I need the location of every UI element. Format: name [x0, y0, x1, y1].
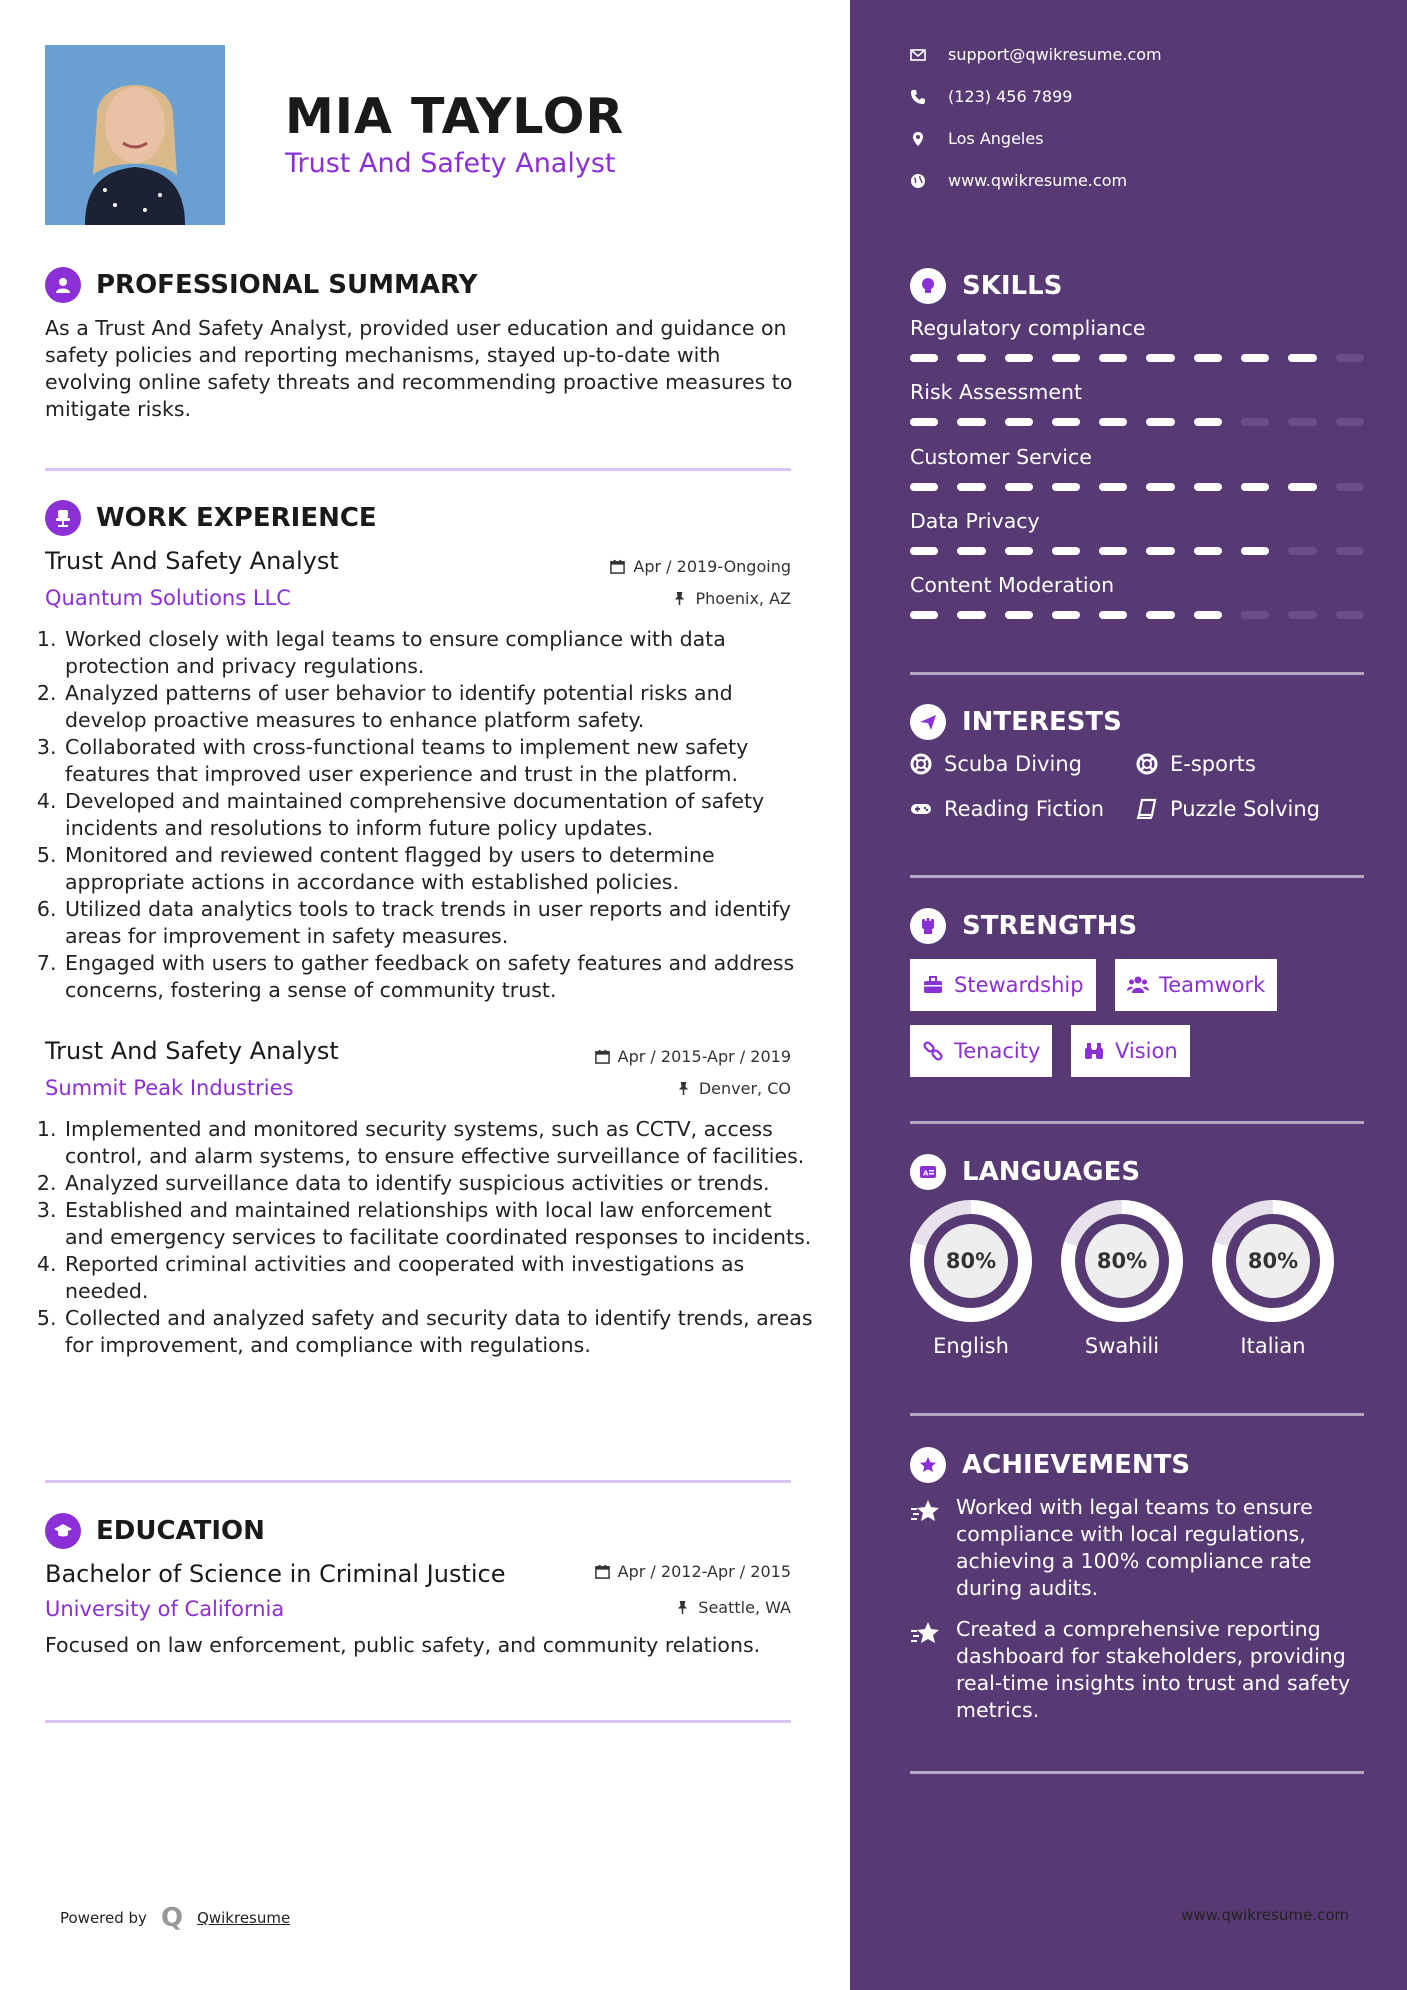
footer-website-link[interactable]: www.qwikresume.com	[1181, 1906, 1349, 1924]
gamepad-icon	[910, 798, 932, 820]
language-icon	[910, 1154, 946, 1190]
language-ring	[1212, 1200, 1334, 1322]
divider	[910, 672, 1364, 675]
experience-heading	[45, 500, 377, 536]
job-dates	[610, 557, 791, 576]
education-heading-label: EDUCATION	[96, 1516, 265, 1546]
skill-segment	[1099, 483, 1127, 491]
duty-item: 3. Collaborated with cross-functional teams to implement new safety features that improved user experience and trust in the platform.	[63, 734, 815, 788]
skill-segment	[1241, 483, 1269, 491]
education-location	[675, 1598, 791, 1617]
graduation-cap-icon	[45, 1513, 81, 1549]
skill-segment	[1052, 611, 1080, 619]
svg-text:A: A	[923, 1169, 929, 1178]
education-location-label: Seattle, WA	[698, 1598, 791, 1617]
skill-segment	[1241, 354, 1269, 362]
duty-item: 3. Established and maintained relationships with local law enforcement and emergency services to facilitate coordinated responses to incidents.	[63, 1197, 815, 1251]
calendar-icon	[595, 1564, 610, 1579]
strength-label: Stewardship	[954, 973, 1084, 997]
contact-website-label: www.qwikresume.com	[948, 171, 1128, 190]
job-title: Trust And Safety Analyst	[45, 547, 339, 575]
duties-list	[45, 1116, 815, 1359]
skill-segment	[1194, 611, 1222, 619]
skill-segment	[910, 547, 938, 555]
skill-segment	[1099, 547, 1127, 555]
achievement-text: Worked with legal teams to ensure compliance with local regulations, achieving a 100% compliance rate during audits.	[956, 1495, 1313, 1600]
skill-segment	[1052, 483, 1080, 491]
life-ring-icon	[1136, 753, 1158, 775]
skill-name: Content Moderation	[910, 573, 1115, 597]
strength-chip	[1071, 1025, 1190, 1077]
skill-segment	[1099, 418, 1127, 426]
skill-segment	[1005, 547, 1033, 555]
experience-heading-label: WORK EXPERIENCE	[96, 503, 377, 533]
company-name: Quantum Solutions LLC	[45, 586, 291, 610]
skill-segment	[1052, 547, 1080, 555]
skill-segment	[1336, 354, 1364, 362]
strengths-heading-label: STRENGTHS	[962, 911, 1138, 941]
star-icon	[910, 1618, 942, 1650]
skill-segment	[1146, 354, 1174, 362]
skill-segment	[957, 611, 985, 619]
skill-segment	[1005, 611, 1033, 619]
language-item	[1212, 1200, 1334, 1358]
calendar-icon	[595, 1049, 610, 1064]
contact-phone-label: (123) 456 7899	[948, 87, 1073, 106]
interest-item	[910, 752, 1082, 776]
strength-chip	[910, 959, 1096, 1011]
interests-heading-label: INTERESTS	[962, 707, 1122, 737]
skill-bar	[910, 611, 1364, 619]
qwikresume-logo-icon: Q	[160, 1903, 184, 1933]
divider	[45, 1720, 791, 1723]
fist-icon	[910, 908, 946, 944]
skill-segment	[1052, 418, 1080, 426]
interest-item	[1136, 797, 1320, 821]
profile-photo	[45, 45, 225, 225]
job-location	[676, 1079, 791, 1098]
divider	[910, 875, 1364, 878]
language-item	[1061, 1200, 1183, 1358]
job-title: Trust And Safety Analyst	[45, 1037, 339, 1065]
language-percent: 80%	[1085, 1224, 1159, 1298]
strength-chip	[910, 1025, 1052, 1077]
language-ring	[1061, 1200, 1183, 1322]
skill-segment	[957, 418, 985, 426]
sidebar	[850, 0, 1407, 1990]
skill-segment	[1288, 418, 1316, 426]
languages-heading-label: LANGUAGES	[962, 1157, 1141, 1187]
skill-segment	[1336, 611, 1364, 619]
achievements-heading-label: ACHIEVEMENTS	[962, 1450, 1191, 1480]
skill-segment	[910, 354, 938, 362]
interest-label: Scuba Diving	[944, 752, 1082, 776]
skill-segment	[1241, 547, 1269, 555]
skill-segment	[957, 354, 985, 362]
duty-item: 6. Utilized data analytics tools to track trends in user reports and identify areas for improvement in safety measures.	[63, 896, 815, 950]
summary-text: As a Trust And Safety Analyst, provided user education and guidance on safety policies and reporting mechanisms, stayed up-to-date with evolving online safety threats and recommending proactive measures to mitigate risks.	[45, 316, 793, 421]
skills-heading	[910, 268, 1062, 304]
duty-item: 5. Collected and analyzed safety and security data to identify trends, areas for improvement, and compliance with regulations.	[63, 1305, 815, 1359]
duty-item: 2. Analyzed patterns of user behavior to identify potential risks and develop proactive measures to enhance platform safety.	[63, 680, 815, 734]
degree-title: Bachelor of Science in Criminal Justice	[45, 1560, 506, 1588]
pin-icon	[675, 1600, 690, 1615]
skill-segment	[1146, 418, 1174, 426]
divider	[910, 1121, 1364, 1124]
star-icon	[910, 1496, 942, 1528]
skill-segment	[1194, 547, 1222, 555]
paper-plane-icon	[910, 704, 946, 740]
skill-bar	[910, 354, 1364, 362]
divider	[910, 1771, 1364, 1774]
school-name: University of California	[45, 1597, 285, 1621]
strength-label: Tenacity	[954, 1039, 1041, 1063]
education-dates	[595, 1562, 791, 1581]
achievements-heading	[910, 1447, 1190, 1483]
office-chair-icon	[45, 500, 81, 536]
skill-segment	[1005, 483, 1033, 491]
language-name: Italian	[1240, 1334, 1306, 1358]
skill-segment	[1194, 418, 1222, 426]
strength-label: Teamwork	[1159, 973, 1266, 997]
skill-segment	[1194, 483, 1222, 491]
duty-item: 1. Worked closely with legal teams to ensure compliance with data protection and privacy regulations.	[63, 626, 815, 680]
lightbulb-icon	[910, 268, 946, 304]
contact-location	[910, 129, 1044, 148]
skill-segment	[910, 483, 938, 491]
divider	[45, 468, 791, 471]
duty-item: 4. Reported criminal activities and cooperated with investigations as needed.	[63, 1251, 815, 1305]
language-name: English	[933, 1334, 1009, 1358]
skill-segment	[1336, 418, 1364, 426]
skill-segment	[1288, 611, 1316, 619]
skill-segment	[910, 611, 938, 619]
divider	[910, 1413, 1364, 1416]
language-item	[910, 1200, 1032, 1358]
skill-bar	[910, 547, 1364, 555]
education-heading	[45, 1513, 265, 1549]
interest-label: Puzzle Solving	[1170, 797, 1320, 821]
interest-item	[910, 797, 1104, 821]
star-badge-icon	[910, 1447, 946, 1483]
job-location	[672, 589, 791, 608]
pin-icon	[676, 1081, 691, 1096]
skill-segment	[1288, 483, 1316, 491]
skill-segment	[1146, 547, 1174, 555]
job-dates	[595, 1047, 791, 1066]
powered-by	[60, 1903, 290, 1933]
skill-name: Data Privacy	[910, 509, 1040, 533]
skill-segment	[910, 418, 938, 426]
contact-phone[interactable]	[910, 87, 1072, 106]
life-ring-icon	[910, 753, 932, 775]
duties-list	[45, 626, 815, 1004]
users-icon	[1127, 974, 1149, 996]
language-percent: 80%	[934, 1224, 1008, 1298]
skill-name: Customer Service	[910, 445, 1092, 469]
job-dates-label: Apr / 2019-Ongoing	[633, 557, 791, 576]
envelope-icon	[910, 47, 926, 63]
duty-item: 2. Analyzed surveillance data to identify suspicious activities or trends.	[63, 1170, 815, 1197]
skill-bar	[910, 418, 1364, 426]
strength-chip	[1115, 959, 1277, 1011]
duty-item: 1. Implemented and monitored security systems, such as CCTV, access control, and alarm systems, to ensure effective surveillance of facilities.	[63, 1116, 815, 1170]
interest-label: Reading Fiction	[944, 797, 1105, 821]
achievement-text: Created a comprehensive reporting dashboard for stakeholders, providing real-time insights into trust and safety metrics.	[956, 1617, 1351, 1722]
powered-by-label: Powered by	[60, 1909, 147, 1927]
skill-segment	[1146, 483, 1174, 491]
achievement-item	[910, 1494, 1370, 1602]
link-icon	[922, 1040, 944, 1062]
language-ring	[910, 1200, 1032, 1322]
qwikresume-link[interactable]: Qwikresume	[197, 1909, 291, 1927]
contact-email[interactable]	[910, 45, 1162, 64]
education-description: Focused on law enforcement, public safety, and community relations.	[45, 1633, 761, 1657]
job-location-label: Denver, CO	[698, 1079, 791, 1098]
job-location-label: Phoenix, AZ	[695, 589, 791, 608]
duty-item: 5. Monitored and reviewed content flagged by users to determine appropriate actions in accordance with established policies.	[63, 842, 815, 896]
job-dates-label: Apr / 2015-Apr / 2019	[617, 1047, 791, 1066]
skill-segment	[1241, 418, 1269, 426]
user-icon	[45, 267, 81, 303]
interest-item	[1136, 752, 1256, 776]
duty-item: 4. Developed and maintained comprehensive documentation of safety incidents and resolutions to inform future policy updates.	[63, 788, 815, 842]
pin-icon	[672, 591, 687, 606]
skill-segment	[957, 547, 985, 555]
skill-segment	[1336, 483, 1364, 491]
strength-label: Vision	[1115, 1039, 1178, 1063]
briefcase-icon	[922, 974, 944, 996]
skill-segment	[1005, 418, 1033, 426]
skill-segment	[1052, 354, 1080, 362]
skill-segment	[1336, 547, 1364, 555]
phone-icon	[910, 89, 926, 105]
contact-email-label: support@qwikresume.com	[948, 45, 1162, 64]
languages-heading	[910, 1154, 1140, 1190]
book-icon	[1136, 798, 1158, 820]
divider	[45, 1480, 791, 1483]
contact-location-label: Los Angeles	[948, 129, 1044, 148]
education-dates-label: Apr / 2012-Apr / 2015	[617, 1562, 791, 1581]
skill-segment	[1005, 354, 1033, 362]
skill-segment	[1194, 354, 1222, 362]
skill-segment	[1146, 611, 1174, 619]
skill-name: Regulatory compliance	[910, 316, 1146, 340]
skill-segment	[1288, 354, 1316, 362]
company-name: Summit Peak Industries	[45, 1076, 294, 1100]
language-percent: 80%	[1236, 1224, 1310, 1298]
skill-segment	[1099, 354, 1127, 362]
binoculars-icon	[1083, 1040, 1105, 1062]
interests-heading	[910, 704, 1122, 740]
skills-heading-label: SKILLS	[962, 271, 1063, 301]
skill-segment	[1099, 611, 1127, 619]
skill-name: Risk Assessment	[910, 380, 1082, 404]
candidate-name: MIA TAYLOR	[285, 88, 625, 145]
calendar-icon	[610, 559, 625, 574]
interest-label: E-sports	[1170, 752, 1256, 776]
skill-bar	[910, 483, 1364, 491]
summary-heading	[45, 267, 477, 303]
strengths-heading	[910, 908, 1137, 944]
skill-segment	[957, 483, 985, 491]
contact-website[interactable]	[910, 171, 1127, 190]
skill-segment	[1241, 611, 1269, 619]
map-marker-icon	[910, 131, 926, 147]
globe-icon	[910, 173, 926, 189]
skill-segment	[1288, 547, 1316, 555]
candidate-title: Trust And Safety Analyst	[285, 148, 616, 179]
summary-heading-label: PROFESSIONAL SUMMARY	[96, 270, 478, 300]
duty-item: 7. Engaged with users to gather feedback on safety features and address concerns, fostering a sense of community trust.	[63, 950, 815, 1004]
language-name: Swahili	[1084, 1334, 1160, 1358]
achievement-item	[910, 1616, 1370, 1724]
